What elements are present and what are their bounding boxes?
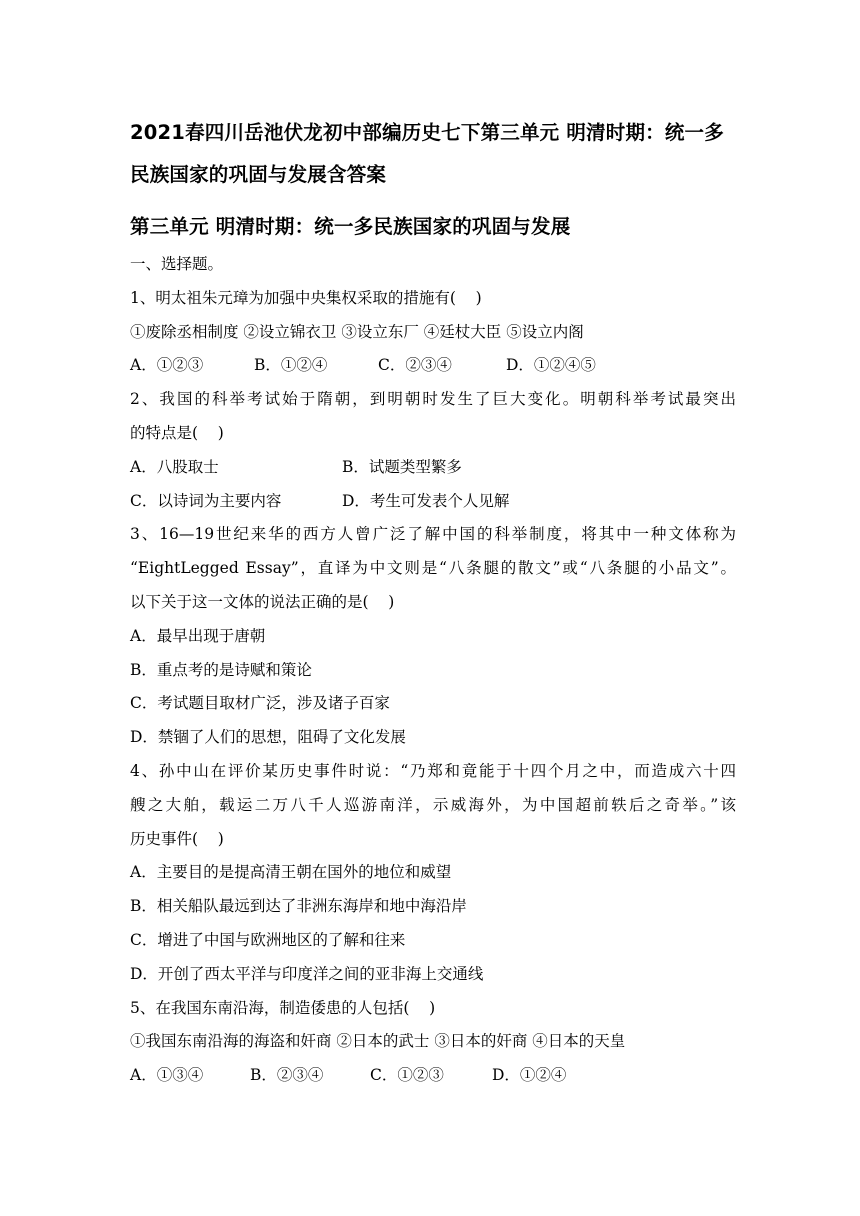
option-c: C．②③④ [378, 356, 452, 375]
option-b: B．重点考的是诗赋和策论 [130, 660, 312, 679]
option-a: A．最早出现于唐朝 [130, 626, 266, 645]
document-title-line-2: 民族国家的巩固与发展含答案 [130, 163, 387, 186]
option-a: A．八股取士 [130, 457, 219, 476]
document-page [130, 112, 736, 1093]
question-3 [130, 518, 736, 755]
question-stem: 以下关于这一文体的说法正确的是( ) [130, 592, 395, 611]
option-c: C．以诗词为主要内容 [130, 491, 282, 510]
question-stem: 的特点是( ) [130, 423, 224, 442]
question-items: ①我国东南沿海的海盗和奸商 ②日本的武士 ③日本的奸商 ④日本的天皇 [130, 1032, 626, 1051]
option-c: C．增进了中国与欧洲地区的了解和往来 [130, 930, 406, 949]
option-b: B．试题类型繁多 [342, 457, 462, 476]
option-row [130, 349, 736, 383]
option-d: D．①②④⑤ [506, 356, 596, 375]
question-stem: “EightLegged Essay”，直译为中文则是“八条腿的散文”或“八条腿的小品文”。 [130, 559, 736, 578]
option-b: B．②③④ [250, 1066, 324, 1085]
question-4 [130, 755, 736, 992]
option-d: D．开创了西太平洋与印度洋之间的亚非海上交通线 [130, 964, 484, 983]
option-c: C．考试题目取材广泛，涉及诸子百家 [130, 694, 390, 713]
option-b: B．①②④ [254, 356, 328, 375]
question-stem: 4、孙中山在评价某历史事件时说：“乃郑和竟能于十四个月之中，而造成六十四 [130, 761, 736, 780]
option-row [130, 451, 736, 485]
option-a: A．①②③ [130, 356, 204, 375]
document-title-line-1: 2021春四川岳池伏龙初中部编历史七下第三单元 明清时期：统一多 [130, 121, 724, 144]
question-stem: 1、明太祖朱元璋为加强中央集权采取的措施有( ) [130, 288, 482, 307]
option-a: A．主要目的是提高清王朝在国外的地位和威望 [130, 863, 452, 882]
question-stem: 3、16—19世纪来华的西方人曾广泛了解中国的科举制度，将其中一种文体称为 [130, 525, 736, 544]
question-stem: 历史事件( ) [130, 829, 224, 848]
option-row [130, 1059, 736, 1093]
option-d: D．考生可发表个人见解 [342, 491, 510, 510]
question-1 [130, 282, 736, 383]
question-stem: 5、在我国东南沿海，制造倭患的人包括( ) [130, 998, 436, 1017]
option-b: B．相关船队最远到达了非洲东海岸和地中海沿岸 [130, 897, 467, 916]
option-d: D．禁锢了人们的思想，阻碍了文化发展 [130, 728, 406, 747]
question-2 [130, 383, 736, 518]
option-row [130, 485, 736, 519]
option-c: C．①②③ [370, 1066, 444, 1085]
question-stem: 2、我国的科举考试始于隋朝，到明朝时发生了巨大变化。明朝科举考试最突出 [130, 390, 736, 409]
unit-subtitle: 第三单元 明清时期：统一多民族国家的巩固与发展 [130, 215, 571, 238]
option-d: D．①②④ [492, 1066, 567, 1085]
option-a: A．①③④ [130, 1066, 204, 1085]
question-items: ①废除丞相制度 ②设立锦衣卫 ③设立东厂 ④廷杖大臣 ⑤设立内阁 [130, 322, 584, 341]
question-stem: 艘之大舶，载运二万八千人巡游南洋，示威海外，为中国超前轶后之奇举。”该 [130, 795, 736, 814]
section-heading: 一、选择题。 [130, 255, 224, 273]
question-5 [130, 992, 736, 1093]
